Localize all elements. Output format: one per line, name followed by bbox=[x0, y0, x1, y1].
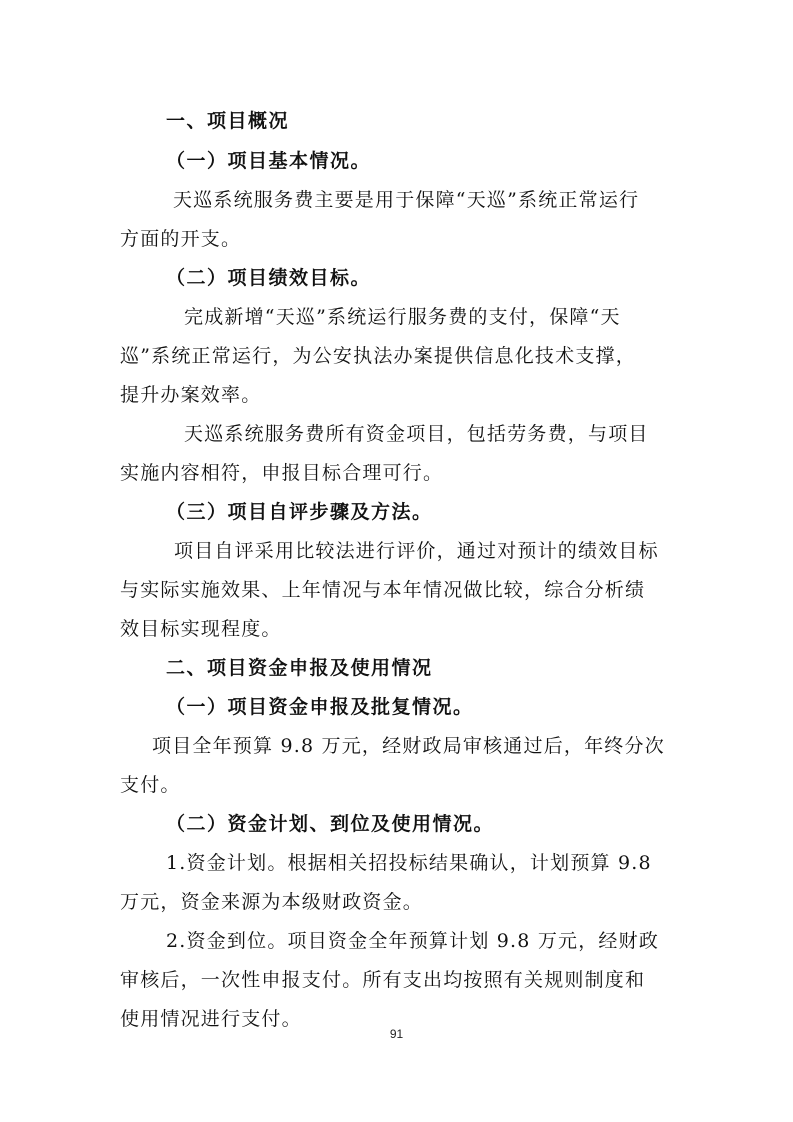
subheading-1-2: （二）项目绩效目标。 bbox=[166, 267, 372, 289]
paragraph-line: 项目全年预算 9.8 万元，经财政局审核通过后，年终分次 bbox=[152, 735, 665, 757]
subheading-2-2: （二）资金计划、到位及使用情况。 bbox=[166, 813, 495, 835]
paragraph-line: 万元，资金来源为本级财政资金。 bbox=[120, 891, 424, 913]
paragraph-line: 2.资金到位。项目资金全年预算计划 9.8 万元，经财政 bbox=[166, 930, 660, 952]
paragraph-line: 天巡系统服务费主要是用于保障“天巡”系统正常运行 bbox=[173, 189, 640, 211]
subheading-1-3: （三）项目自评步骤及方法。 bbox=[166, 501, 433, 523]
paragraph-line: 审核后，一次性申报支付。所有支出均按照有关规则制度和 bbox=[120, 969, 646, 991]
subheading-2-1: （一）项目资金申报及批复情况。 bbox=[166, 696, 474, 718]
paragraph-line: 与实际实施效果、上年情况与本年情况做比较，综合分析绩 bbox=[120, 579, 646, 601]
section-heading-2: 二、项目资金申报及使用情况 bbox=[166, 657, 433, 679]
paragraph-line: 方面的开支。 bbox=[120, 228, 242, 250]
paragraph-line: 1.资金计划。根据相关招投标结果确认，计划预算 9.8 bbox=[166, 852, 652, 874]
paragraph-line: 提升办案效率。 bbox=[120, 384, 262, 406]
paragraph-line: 效目标实现程度。 bbox=[120, 618, 282, 640]
subheading-1-1: （一）项目基本情况。 bbox=[166, 150, 372, 172]
paragraph-line: 支付。 bbox=[120, 774, 181, 796]
paragraph-line: 实施内容相符，申报目标合理可行。 bbox=[120, 462, 444, 484]
section-heading-1: 一、项目概况 bbox=[166, 110, 290, 132]
paragraph-line: 项目自评采用比较法进行评价，通过对预计的绩效目标 bbox=[174, 540, 659, 562]
paragraph-line: 天巡系统服务费所有资金项目，包括劳务费，与项目 bbox=[184, 423, 649, 445]
paragraph-line: 完成新增“天巡”系统运行服务费的支付，保障“天 bbox=[184, 306, 621, 328]
paragraph-line: 使用情况进行支付。 bbox=[120, 1008, 302, 1030]
page-number: 91 bbox=[389, 1027, 404, 1041]
paragraph-line: 巡”系统正常运行，为公安执法办案提供信息化技术支撑， bbox=[120, 345, 636, 367]
